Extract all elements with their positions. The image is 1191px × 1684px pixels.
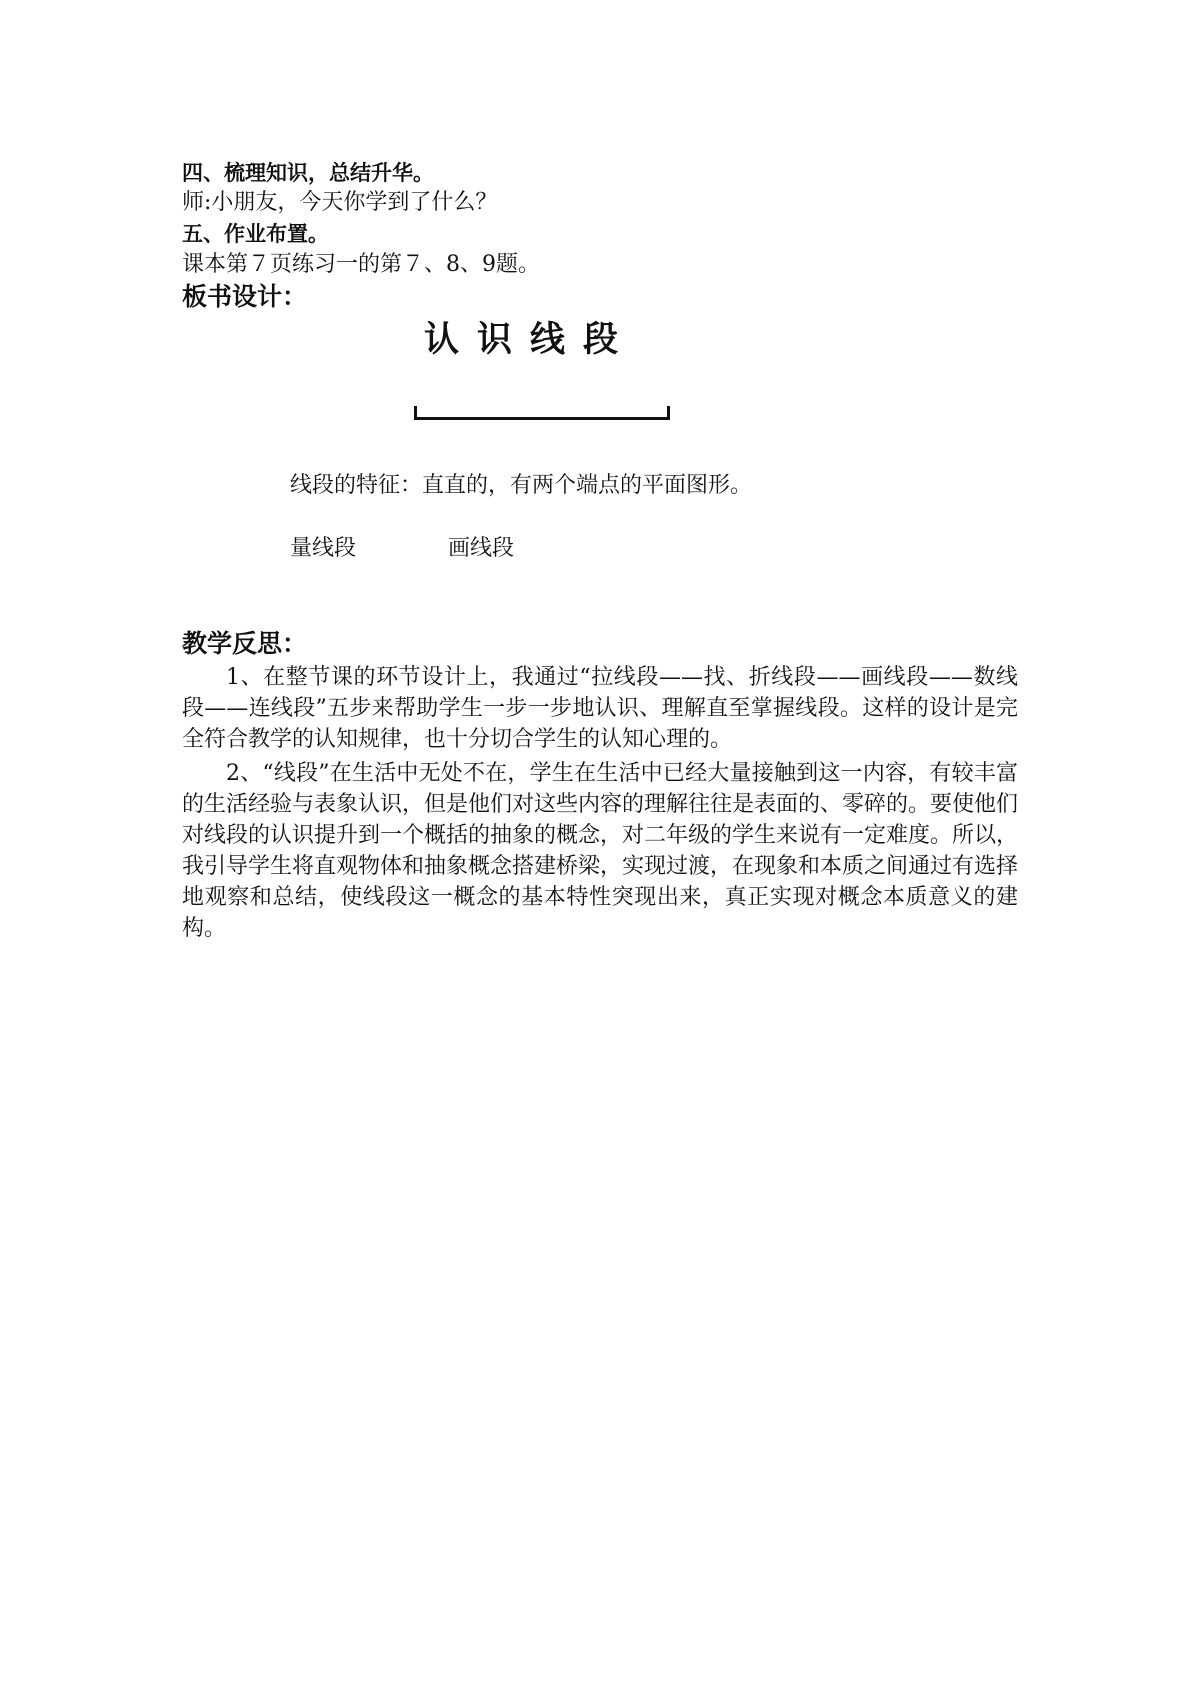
- segment-right-endpoint: [667, 406, 670, 420]
- homework-line: 课本第７页练习一的第７、8、9题。: [182, 252, 540, 277]
- draw-segment-label: 画线段: [448, 536, 515, 561]
- reflection-heading: 教学反思：: [182, 629, 308, 658]
- board-title: 认识线段: [423, 320, 636, 360]
- section-five-heading: 五、作业布置。: [182, 222, 329, 246]
- reflection-paragraph-2: 2、“线段”在生活中无处不在，学生在生活中已经大量接触到这一内容，有较丰富的生活经验与表象认识，但是他们对这些内容的理解往往是表面的、零碎的。要使他们对线段的认识提升到一个概括的抽象的概念，对二年级的学生来说有一定难度。所以，我引导学生将直观物体和抽象概念搭建桥梁，实现过渡，在现象和本质之间通过有选择地观察和总结，使线段这一概念的基本特性突现出来，真正实现对概念本质意义的建构。: [182, 761, 1019, 941]
- board-design-heading: 板书设计：: [182, 282, 308, 311]
- line-segment-diagram: [414, 406, 670, 420]
- segment-feature-line: 线段的特征：直直的，有两个端点的平面图形。: [290, 473, 753, 498]
- segment-line: [414, 417, 670, 420]
- reflection-paragraph-1: 1、在整节课的环节设计上，我通过“拉线段——找、折线段——画线段——数线段——连线段”五步来帮助学生一步一步地认识、理解直至掌握线段。这样的设计是完全符合教学的认知规律，也十分切合学生的认知心理的。: [182, 665, 1018, 752]
- teacher-question-line: 师:小朋友，今天你学到了什么？: [182, 190, 498, 215]
- section-four-heading: 四、梳理知识，总结升华。: [182, 161, 434, 185]
- measure-segment-label: 量线段: [290, 536, 357, 561]
